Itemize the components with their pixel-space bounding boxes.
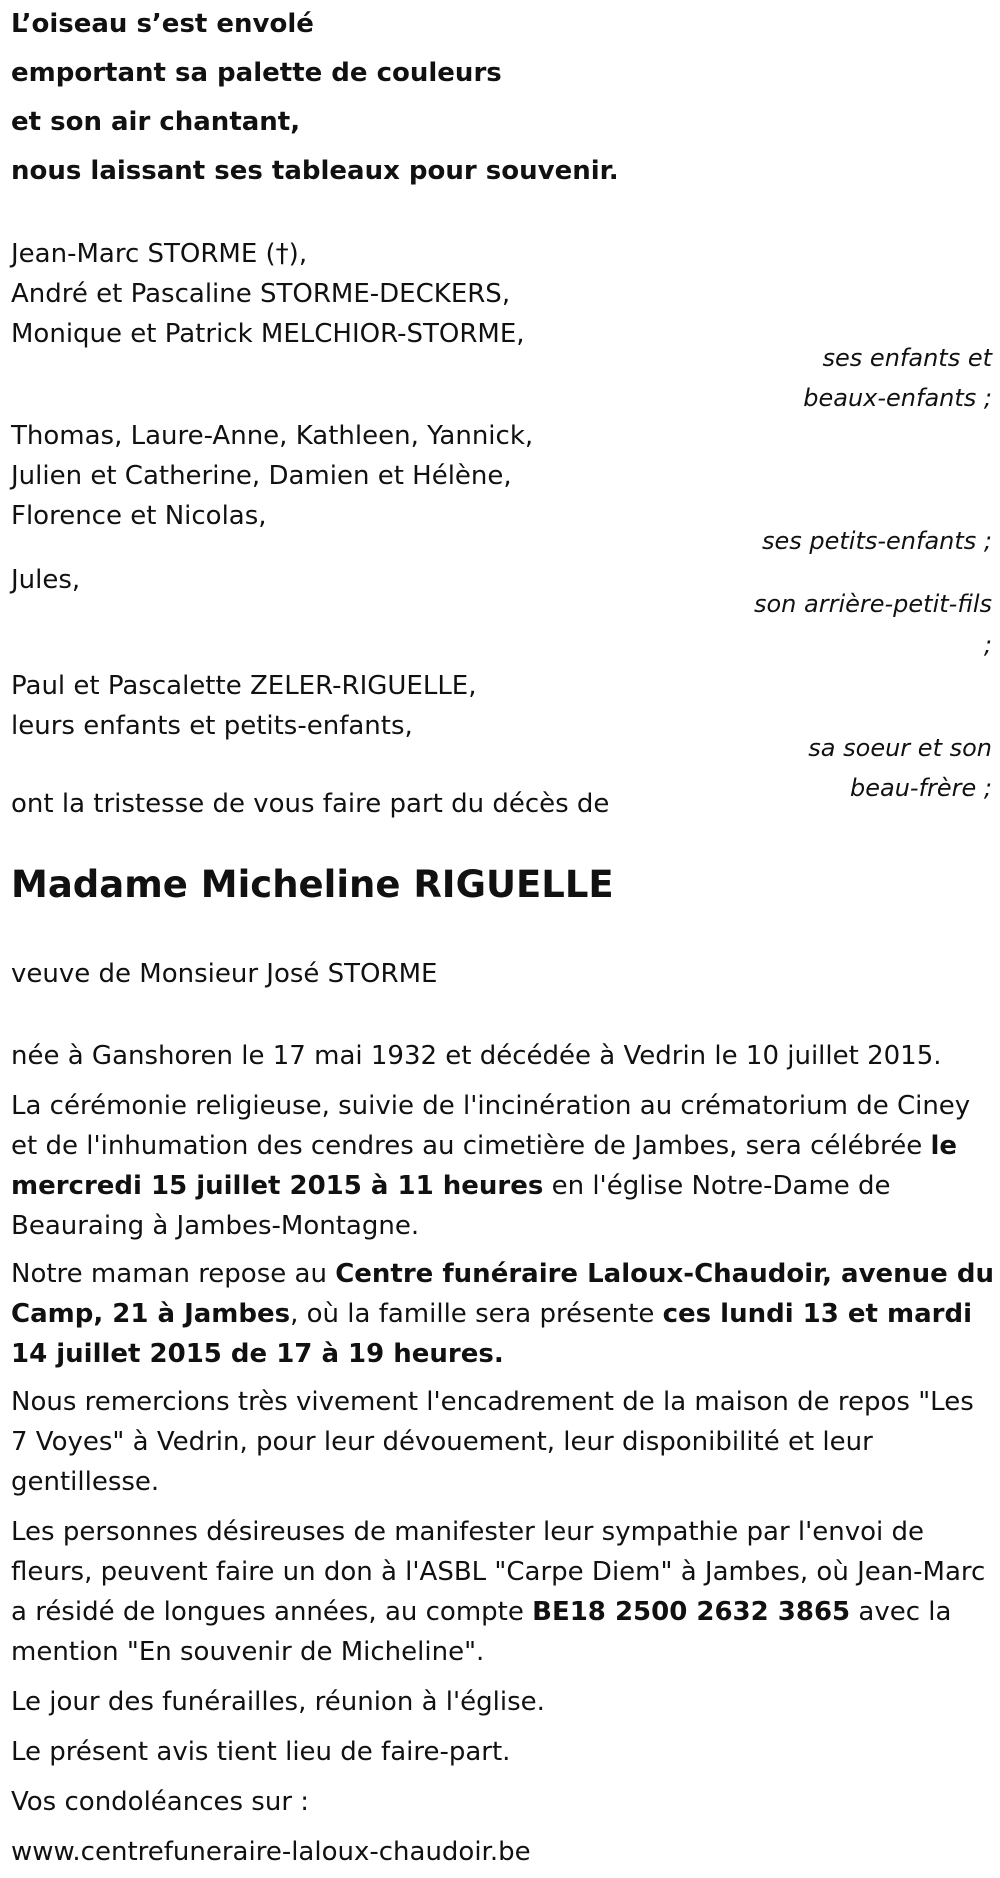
thanks-paragraph: Nous remercions très vivement l'encadrement de la maison de repos "Les 7 Voyes" à Vedrin, pour leur dévouement, leur disponibilité et leur gentillesse. <box>11 1387 974 1497</box>
family-line-children: Monique et Patrick MELCHIOR-STORME, <box>11 319 525 349</box>
repose-dates: ces lundi 13 et mardi 14 juillet 2015 de 17 à 19 heures. <box>11 1299 973 1369</box>
poem-line: nous laissant ses tableaux pour souvenir. <box>11 156 619 186</box>
announcement-text: ont la tristesse de vous faire part du décès de <box>11 789 610 819</box>
condolences-label: Vos condoléances sur : <box>11 1787 310 1817</box>
funeral-meeting-text: Le jour des funérailles, réunion à l'église. <box>11 1687 545 1717</box>
deceased-name: Madame Micheline RIGUELLE <box>11 863 614 906</box>
family-line-sibling: Paul et Pascalette ZELER-RIGUELLE, <box>11 671 477 701</box>
widow-of-text: veuve de Monsieur José STORME <box>11 959 438 989</box>
repose-text: , où la famille sera présente <box>290 1299 663 1329</box>
donation-text: Les personnes désireuses de manifester leur sympathie par l'envoi de fleurs, peuvent faire un don à l'ASBL "Carpe Diem" à Jambes, où Jean-Marc a résidé de longues années, au compte <box>11 1517 986 1627</box>
poem-line: L’oiseau s’est envolé <box>11 9 314 39</box>
ceremony-date: le mercredi 15 juillet 2015 à 11 heures <box>11 1131 958 1201</box>
repose-text: Notre maman repose au <box>11 1259 336 1289</box>
poem-line: emportant sa palette de couleurs <box>11 58 502 88</box>
relation-children: beaux-enfants ; <box>803 384 992 412</box>
born-died-text: née à Ganshoren le 17 mai 1932 et décédée à Vedrin le 10 juillet 2015. <box>11 1041 942 1071</box>
notice-text: Le présent avis tient lieu de faire-part. <box>11 1737 511 1767</box>
family-line-children: Jean-Marc STORME (†), <box>11 239 308 269</box>
relation-greatgrandchild: son arrière-petit-fils <box>753 590 992 618</box>
relation-greatgrandchild: ; <box>983 631 992 659</box>
family-line-grandchildren: Thomas, Laure-Anne, Kathleen, Yannick, <box>11 421 534 451</box>
family-line-sibling: leurs enfants et petits-enfants, <box>11 711 413 741</box>
relation-sibling: beau-frère ; <box>849 774 992 802</box>
repose-paragraph <box>11 1254 996 1374</box>
repose-place: Centre funéraire Laloux-Chaudoir, avenue du Camp, 21 à Jambes <box>11 1259 994 1329</box>
family-line-greatgrandchild: Jules, <box>11 565 81 595</box>
family-line-grandchildren: Florence et Nicolas, <box>11 501 267 531</box>
relation-grandchildren: ses petits-enfants ; <box>761 527 992 555</box>
poem-line: et son air chantant, <box>11 107 301 137</box>
family-line-children: André et Pascaline STORME-DECKERS, <box>11 279 511 309</box>
condolences-link[interactable]: www.centrefuneraire-laloux-chaudoir.be <box>11 1837 531 1867</box>
ceremony-text: La cérémonie religieuse, suivie de l'incinération au crématorium de Ciney et de l'inhumation des cendres au cimetière de Jambes, sera célébrée <box>11 1091 971 1161</box>
donation-account: BE18 2500 2632 3865 <box>532 1597 851 1627</box>
donation-paragraph <box>11 1512 996 1672</box>
ceremony-text: en l'église Notre-Dame de Beauraing à Jambes-Montagne. <box>11 1171 891 1241</box>
donation-text: avec la mention "En souvenir de Micheline". <box>11 1597 952 1667</box>
ceremony-paragraph <box>11 1086 996 1246</box>
relation-children: ses enfants et <box>822 344 992 372</box>
family-line-grandchildren: Julien et Catherine, Damien et Hélène, <box>11 461 512 491</box>
relation-sibling: sa soeur et son <box>808 734 992 762</box>
